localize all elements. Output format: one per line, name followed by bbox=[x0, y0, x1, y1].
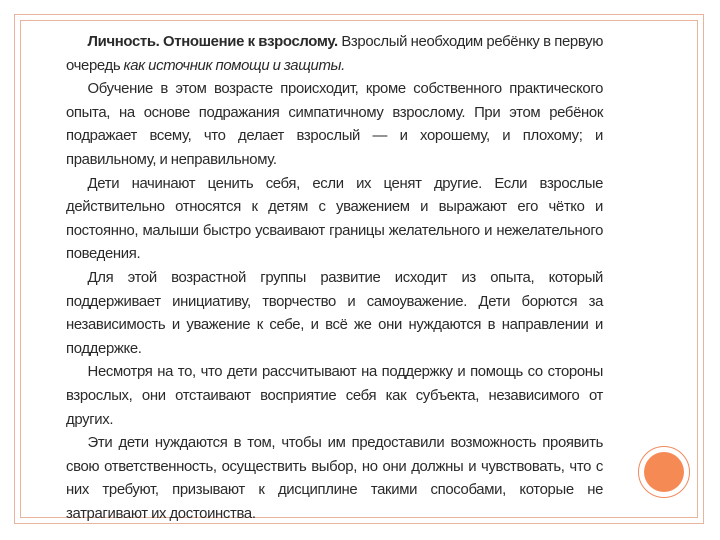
paragraph-self-esteem: Дети начинают ценить себя, если их ценят другие. Если взрослые действительно относятся к детям с уважением и выражают его чётко и постоянно, малыши быстро усваивают границы желательного и нежелательного поведения. bbox=[66, 174, 604, 263]
paragraph-emphasis: как источник помощи и защиты. bbox=[123, 56, 345, 74]
paragraph-learning: Обучение в этом возрасте происходит, кроме собственного практического опыта, на основе подражания симпатичному взрослому. При этом ребёнок подражает всему, что делает взрослый — и хорошему, и плохому; и правильному, и неправильному. bbox=[66, 80, 604, 168]
paragraph-responsibility: Эти дети нуждаются в том, чтобы им предоставили возможность проявить свою ответственность, осуществить выбор, но они должны и чувствовать, что с них требуют, призывают к дисциплине такими способами, которые не затрагивают их достоинства. bbox=[66, 434, 604, 522]
paragraph-title: Личность. Отношение к взрослому. bbox=[87, 33, 338, 50]
decorative-circle-dot bbox=[644, 452, 684, 492]
paragraph-lead: Взрослый необходим ребёнку в первую очередь bbox=[66, 33, 604, 74]
paragraph-development: Для этой возрастной группы развитие исходит из опыта, который поддерживает инициативу, творчество и самоуважение. Дети борются за независимость и уважение к себе, и всё же они нуждаются в направлении и поддержке. bbox=[66, 268, 604, 357]
paragraph-personality bbox=[66, 30, 603, 77]
slide-text-block bbox=[66, 30, 603, 525]
paragraph-independence: Несмотря на то, что дети рассчитывают на поддержку и помощь со стороны взрослых, они отстаивают восприятие себя как субъекта, независимого от других. bbox=[66, 363, 604, 428]
